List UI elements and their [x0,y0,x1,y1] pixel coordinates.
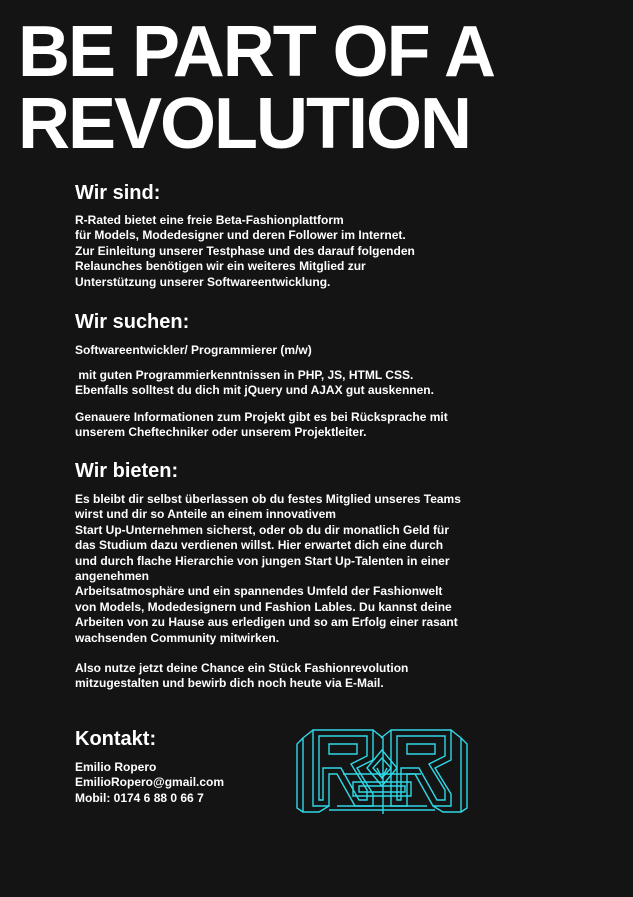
about-line: Unterstützung unserer Softwareentwicklung. [75,274,331,289]
offer-line: und durch flache Hierarchie von jungen Start Up-Talenten in einer [75,553,450,568]
contact-block [75,760,224,806]
closing-paragraph [75,661,408,692]
section-title-kontakt: Kontakt: [75,728,157,750]
offer-line: Start Up-Unternehmen sicherst, oder ob du dir monatlich Geld für [75,522,450,537]
offer-line: angenehmen [75,569,150,584]
closing-line: Also nutze jetzt deine Chance ein Stück Fashionrevolution [75,661,409,675]
contact-email[interactable]: EmilioRopero@gmail.com [75,775,225,790]
section-title-wir-sind: Wir sind: [75,182,161,204]
contact-name: Emilio Ropero [75,760,157,774]
info-paragraph [75,410,448,441]
closing-line: mitzugestalten und bewirb dich noch heute via E-Mail. [75,676,384,691]
page-headline [18,12,494,164]
contact-phone: Mobil: 0174 6 88 0 66 7 [75,790,204,805]
about-line: Relaunches benötigen wir ein weiteres Mitglied zur [75,259,366,274]
about-line: R-Rated bietet eine freie Beta-Fashionplattform [75,213,344,227]
offer-line: wachsenden Community mitwirken. [75,630,280,645]
skills-line: mit guten Programmierkenntnissen in PHP, JS, HTML CSS. [75,368,414,382]
skills-line: Ebenfalls solltest du dich mit jQuery und AJAX gut auskennen. [75,383,434,398]
offer-line: von Models, Modedesignern und Fashion Lables. Du kannst deine [75,599,452,614]
role-title: Softwareentwickler/ Programmierer (m/w) [75,343,312,357]
section-title-wir-bieten: Wir bieten: [75,460,179,482]
offer-line: Es bleibt dir selbst überlassen ob du festes Mitglied unseres Teams [75,492,461,506]
offer-line: Arbeiten von zu Hause aus erledigen und so am Erfolg einer rasant [75,615,458,630]
headline-line-1: BE PART OF A [18,12,494,92]
info-line: unserem Cheftechniker oder unserem Projektleiter. [75,425,367,440]
rr-logo-icon [293,722,471,814]
offer-line: Arbeitsatmosphäre und ein spannendes Umfeld der Fashionwelt [75,584,443,599]
about-line: Zur Einleitung unserer Testphase und des darauf folgenden [75,243,415,258]
section-title-wir-suchen: Wir suchen: [75,311,190,333]
about-line: für Models, Modedesigner und deren Follower im Internet. [75,228,406,243]
offer-line: wirst und dir so Anteile an einem innovativem [75,507,336,522]
offer-line: das Studium dazu verdienen willst. Hier erwartet dich eine durch [75,538,444,553]
info-line: Genauere Informationen zum Projekt gibt es bei Rücksprache mit [75,410,448,424]
skills-paragraph [75,368,434,399]
offer-paragraph [75,492,461,646]
about-paragraph [75,213,415,290]
headline-line-2: REVOLUTION [18,84,471,164]
